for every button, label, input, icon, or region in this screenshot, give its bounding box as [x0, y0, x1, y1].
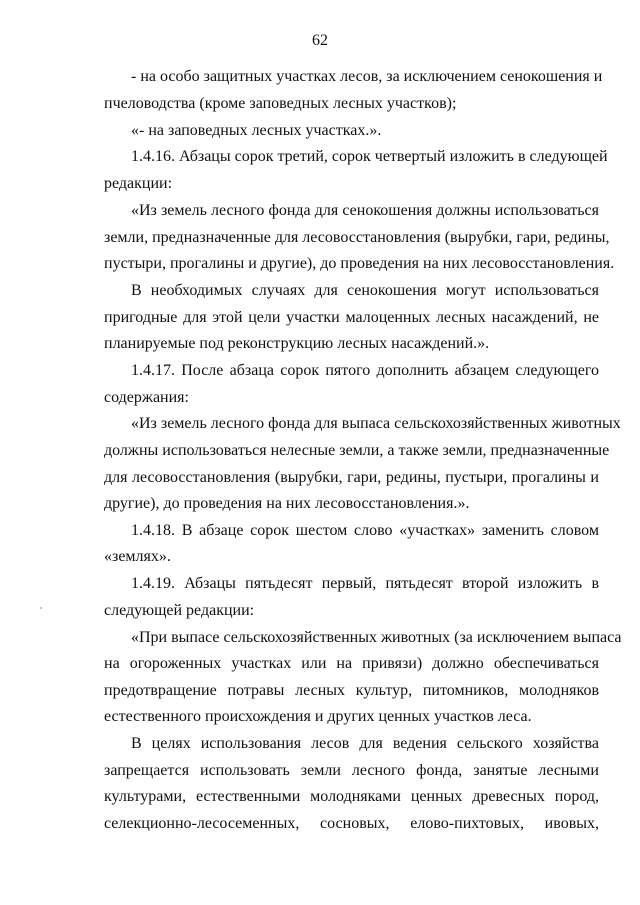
- text-line: селекционно-лесосеменных, сосновых, елово-пихтовых, ивовых,: [104, 815, 599, 832]
- text-line: редакции:: [104, 175, 173, 192]
- text-line: 1.4.16. Абзацы сорок третий, сорок четвертый изложить в следующей: [131, 148, 608, 165]
- page-number: 62: [312, 32, 328, 49]
- text-line: следующей редакции:: [104, 602, 255, 619]
- text-line: на огороженных участках или на привязи) должно обеспечиваться: [104, 655, 599, 672]
- text-line: содержания:: [104, 389, 189, 406]
- text-line: В необходимых случаях для сенокошения могут использоваться: [131, 282, 599, 299]
- text-line: естественного происхождения и других ценных участков леса.: [104, 708, 532, 725]
- text-line: запрещается использовать земли лесного фонда, занятые лесными: [104, 762, 599, 779]
- text-line: пригодные для этой цели участки малоценных лесных насаждений, не: [104, 309, 599, 326]
- text-line: 1.4.19. Абзацы пятьдесят первый, пятьдесят второй изложить в: [131, 575, 599, 592]
- text-line: - на особо защитных участках лесов, за исключением сенокошения и: [131, 68, 603, 85]
- text-line: В целях использования лесов для ведения сельского хозяйства: [131, 735, 599, 752]
- text-line: земли, предназначенные для лесовосстановления (вырубки, гари, редины,: [104, 229, 610, 246]
- text-line: планируемые под реконструкцию лесных насаждений.».: [104, 335, 490, 352]
- text-line: «землях».: [104, 548, 171, 565]
- text-line: 1.4.18. В абзаце сорок шестом слово «участках» заменить словом: [131, 522, 599, 539]
- text-line: пустыри, прогалины и другие), до проведения на них лесовосстановления.: [104, 255, 615, 272]
- text-line: для лесовосстановления (вырубки, гари, редины, пустыри, прогалины и: [104, 469, 599, 486]
- text-line: «При выпасе сельскохозяйственных животных (за исключением выпаса: [131, 629, 622, 646]
- text-line: культурами, естественными молодняками ценных древесных пород,: [104, 788, 599, 805]
- text-line: предотвращение потравы лесных культур, питомников, молодняков: [104, 682, 599, 699]
- text-line: «- на заповедных лесных участках.».: [131, 122, 382, 139]
- text-line: пчеловодства (кроме заповедных лесных участков);: [104, 95, 457, 112]
- text-line: «Из земель лесного фонда для сенокошения должны использоваться: [131, 202, 599, 219]
- text-line: 1.4.17. После абзаца сорок пятого дополнить абзацем следующего: [131, 362, 599, 379]
- scan-speck: [40, 607, 42, 609]
- text-line: должны использоваться нелесные земли, а также земли, предназначенные: [104, 442, 610, 459]
- text-line: другие), до проведения на них лесовосстановления.».: [104, 495, 470, 512]
- text-line: «Из земель лесного фонда для выпаса сельскохозяйственных животных: [131, 415, 621, 432]
